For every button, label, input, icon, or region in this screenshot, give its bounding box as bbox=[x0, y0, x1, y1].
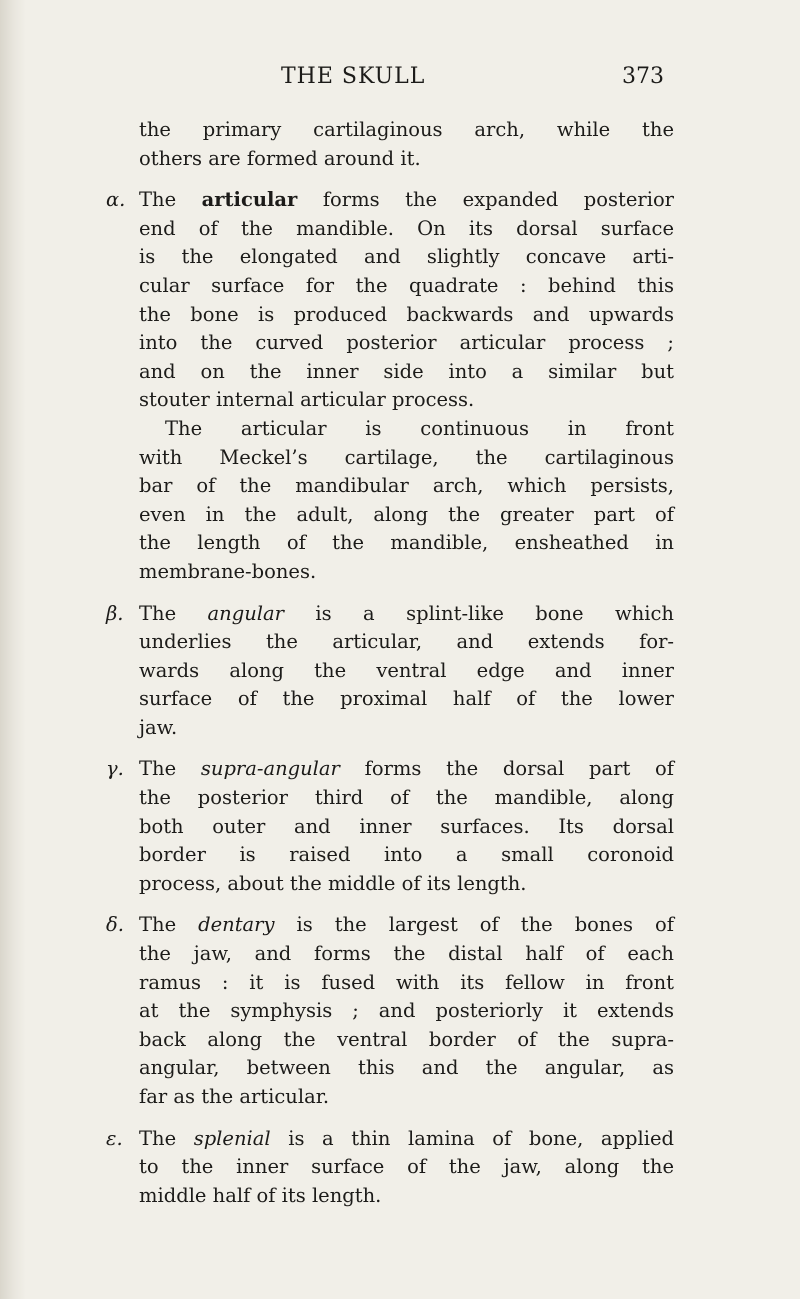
term-dentary: dentary bbox=[198, 913, 275, 937]
text-line: underlies the articular, and extends for- bbox=[139, 630, 674, 654]
text-line: the bone is produced backwards and upwards bbox=[139, 302, 674, 326]
text-line: the posterior third of the mandible, along bbox=[139, 786, 674, 810]
text-line: wards along the ventral edge and inner bbox=[139, 658, 674, 682]
text-line: the primary cartilaginous arch, while the bbox=[139, 118, 674, 141]
lead-word: The bbox=[139, 1126, 177, 1150]
text-line: into the curved posterior articular process ; bbox=[139, 331, 674, 355]
text-line: is the elongated and slightly concave arti- bbox=[139, 245, 674, 269]
lead-rest: is a splint-like bone which bbox=[315, 601, 674, 625]
lead-rest: forms the expanded posterior bbox=[322, 188, 675, 212]
text-line: and on the inner side into a similar but bbox=[139, 359, 674, 383]
intro-paragraph bbox=[139, 116, 674, 173]
text-line: process, about the middle of its length. bbox=[139, 871, 527, 895]
text-line: bar of the mandibular arch, which persists, bbox=[139, 474, 674, 498]
text-line: at the symphysis ; and posteriorly it extends bbox=[139, 999, 674, 1023]
dentary-paragraph bbox=[106, 911, 674, 1111]
page-number: 373 bbox=[622, 64, 664, 89]
lead-word: The bbox=[139, 757, 177, 781]
text-line bbox=[139, 755, 674, 784]
articular-paragraph bbox=[106, 186, 675, 586]
term-splenial: splenial bbox=[193, 1126, 271, 1150]
text-line: cular surface for the quadrate : behind this bbox=[139, 273, 674, 297]
text-line: The articular is continuous in front bbox=[165, 416, 674, 440]
page-body bbox=[106, 116, 675, 1210]
lead-rest: is a thin lamina of bone, applied bbox=[288, 1126, 675, 1150]
text-line: the jaw, and forms the distal half of each bbox=[139, 942, 674, 966]
paragraph-marker: γ. bbox=[106, 757, 124, 781]
text-line: membrane-bones. bbox=[139, 559, 317, 583]
text-line: surface of the proximal half of the lower bbox=[139, 687, 674, 711]
supra-angular-paragraph bbox=[106, 755, 675, 898]
text-line: jaw. bbox=[139, 715, 178, 739]
lead-word: The bbox=[139, 913, 177, 937]
lead-word: The bbox=[139, 188, 177, 212]
paragraph-marker: α. bbox=[106, 188, 126, 212]
text-line: stouter internal articular process. bbox=[139, 388, 475, 412]
term-supra-angular: supra-angular bbox=[200, 757, 340, 781]
text-line: the length of the mandible, ensheathed in bbox=[139, 531, 674, 555]
text-line bbox=[139, 600, 674, 629]
term-angular: angular bbox=[207, 601, 284, 625]
paragraph-marker: β. bbox=[106, 601, 124, 625]
text-line bbox=[139, 186, 674, 215]
text-line: to the inner surface of the jaw, along the bbox=[139, 1155, 674, 1179]
text-line: with Meckel’s cartilage, the cartilaginous bbox=[139, 445, 674, 469]
term-articular: articular bbox=[201, 188, 298, 212]
paragraph-marker: ε. bbox=[106, 1126, 123, 1150]
page-header bbox=[0, 64, 800, 94]
text-line: border is raised into a small coronoid bbox=[139, 843, 674, 867]
paragraph-marker: δ. bbox=[106, 913, 124, 937]
lead-word: The bbox=[139, 601, 177, 625]
text-line: both outer and inner surfaces. Its dorsal bbox=[139, 814, 674, 838]
splenial-paragraph bbox=[106, 1125, 675, 1211]
text-line bbox=[139, 911, 674, 940]
text-line: end of the mandible. On its dorsal surface bbox=[139, 216, 674, 240]
running-head: THE SKULL bbox=[281, 64, 426, 89]
angular-paragraph bbox=[106, 600, 674, 743]
text-line: far as the articular. bbox=[139, 1085, 330, 1108]
text-line: others are formed around it. bbox=[139, 146, 421, 170]
text-line: middle half of its length. bbox=[139, 1183, 382, 1207]
text-line: angular, between this and the angular, as bbox=[139, 1056, 674, 1080]
text-line: ramus : it is fused with its fellow in front bbox=[139, 970, 674, 994]
text-line bbox=[139, 1125, 674, 1154]
lead-rest: is the largest of the bones of bbox=[296, 913, 674, 937]
text-line: back along the ventral border of the supra- bbox=[139, 1027, 674, 1051]
page-edge-shadow bbox=[0, 0, 26, 1299]
text-line: even in the adult, along the greater part of bbox=[139, 502, 674, 526]
lead-rest: forms the dorsal part of bbox=[364, 757, 675, 781]
